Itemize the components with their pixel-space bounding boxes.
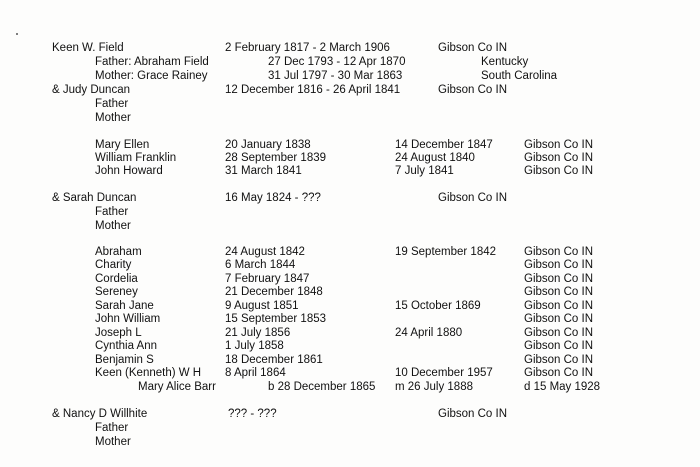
spouse1-mother: Mother [95, 112, 131, 124]
child-name: John Howard [95, 165, 163, 177]
spouse2-name: & Sarah Duncan [52, 192, 137, 204]
child-spouse-death: d 15 May 1928 [524, 381, 601, 393]
child-name: Keen (Kenneth) W H [95, 367, 202, 379]
father-dates: 27 Dec 1793 - 12 Apr 1870 [268, 56, 406, 68]
head-place: Gibson Co IN [438, 42, 508, 54]
child-birth: 15 September 1853 [225, 313, 327, 325]
spouse2-father: Father [95, 206, 129, 218]
father-label: Father: Abraham Field [95, 56, 209, 68]
child-place: Gibson Co IN [524, 273, 594, 285]
child-place: Gibson Co IN [524, 300, 594, 312]
child-birth: 8 April 1864 [225, 367, 286, 379]
scan-speck [16, 33, 18, 35]
spouse2-place: Gibson Co IN [438, 192, 508, 204]
child-place: Gibson Co IN [524, 165, 594, 177]
child-birth: 18 December 1861 [225, 354, 323, 366]
child-name: Benjamin S [95, 354, 154, 366]
child-place: Gibson Co IN [524, 340, 594, 352]
child-birth: 20 January 1838 [225, 139, 311, 151]
spouse3-name: & Nancy D Willhite [52, 408, 148, 420]
spouse1-place: Gibson Co IN [438, 84, 508, 96]
head-dates: 2 February 1817 - 2 March 1906 [225, 42, 390, 54]
child-name: John William [95, 313, 161, 325]
child-death: 14 December 1847 [395, 139, 493, 151]
child-death: 24 August 1840 [395, 152, 475, 164]
child-spouse-birth: b 28 December 1865 [268, 381, 376, 393]
child-name: William Franklin [95, 152, 177, 164]
head-name: Keen W. Field [52, 42, 124, 54]
spouse2-dates: 16 May 1824 - ??? [225, 192, 321, 204]
child-birth: 21 July 1856 [225, 327, 291, 339]
child-death: 10 December 1957 [395, 367, 493, 379]
spouse3-father: Father [95, 422, 129, 434]
child-name: Abraham [95, 246, 142, 258]
child-death: 7 July 1841 [395, 165, 454, 177]
spouse3-place: Gibson Co IN [438, 408, 508, 420]
child-death: 24 April 1880 [395, 327, 463, 339]
child-place: Gibson Co IN [524, 313, 594, 325]
child-name: Sarah Jane [95, 300, 154, 312]
child-birth: 31 March 1841 [225, 165, 302, 177]
child-place: Gibson Co IN [524, 246, 594, 258]
mother-place: South Carolina [481, 70, 558, 82]
mother-dates: 31 Jul 1797 - 30 Mar 1863 [268, 70, 403, 82]
child-birth: 6 March 1844 [225, 259, 296, 271]
child-name: Cynthia Ann [95, 340, 158, 352]
child-place: Gibson Co IN [524, 327, 594, 339]
spouse3-dates: ??? - ??? [228, 408, 277, 420]
child-place: Gibson Co IN [524, 354, 594, 366]
mother-label: Mother: Grace Rainey [95, 70, 208, 82]
child-spouse-marriage: m 26 July 1888 [395, 381, 473, 393]
father-place: Kentucky [481, 56, 529, 68]
child-place: Gibson Co IN [524, 152, 594, 164]
child-name: Cordelia [95, 273, 138, 285]
child-death: 15 October 1869 [395, 300, 481, 312]
child-name: Joseph L [95, 327, 142, 339]
child-birth: 21 December 1848 [225, 286, 323, 298]
child-name: Charity [95, 259, 132, 271]
spouse1-dates: 12 December 1816 - 26 April 1841 [225, 84, 401, 96]
child-name: Sereney [95, 286, 138, 298]
spouse1-name: & Judy Duncan [52, 84, 130, 96]
child-place: Gibson Co IN [524, 286, 594, 298]
child-birth: 7 February 1847 [225, 273, 310, 285]
child-birth: 28 September 1839 [225, 152, 327, 164]
child-spouse-name: Mary Alice Barr [138, 381, 216, 393]
child-birth: 9 August 1851 [225, 300, 299, 312]
child-birth: 1 July 1858 [225, 340, 284, 352]
child-death: 19 September 1842 [395, 246, 497, 258]
child-birth: 24 August 1842 [225, 246, 305, 258]
spouse2-mother: Mother [95, 220, 131, 232]
spouse1-father: Father [95, 98, 129, 110]
child-place: Gibson Co IN [524, 367, 594, 379]
child-place: Gibson Co IN [524, 139, 594, 151]
child-place: Gibson Co IN [524, 259, 594, 271]
child-name: Mary Ellen [95, 139, 150, 151]
spouse3-mother: Mother [95, 436, 131, 448]
